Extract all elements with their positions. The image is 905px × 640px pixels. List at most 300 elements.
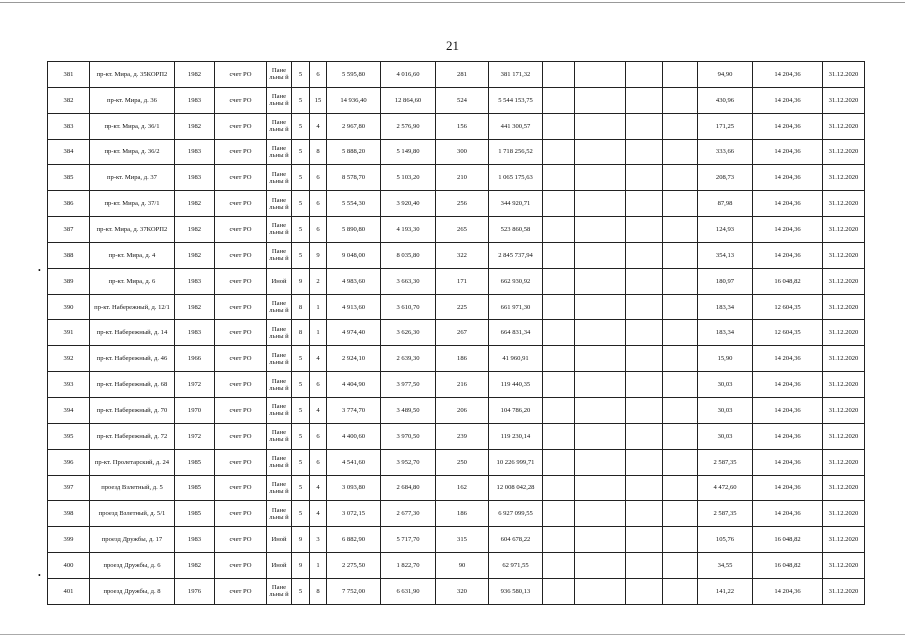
cell-area-total: 2 275,50 bbox=[327, 553, 381, 579]
cell-c15 bbox=[663, 475, 698, 501]
cell-c12 bbox=[543, 320, 575, 346]
cell-date: 31.12.2020 bbox=[823, 553, 865, 579]
cell-area-total: 4 400,60 bbox=[327, 423, 381, 449]
cell-date: 31.12.2020 bbox=[823, 346, 865, 372]
cell-area-living: 5 717,70 bbox=[381, 527, 436, 553]
housing-register-table bbox=[47, 61, 865, 605]
cell-c12 bbox=[543, 268, 575, 294]
cell-date: 31.12.2020 bbox=[823, 294, 865, 320]
cell-c12 bbox=[543, 475, 575, 501]
cell-rate: 14 204,36 bbox=[753, 165, 823, 191]
cell-method: счет РО bbox=[215, 165, 267, 191]
cell-floors: 5 bbox=[292, 475, 310, 501]
cell-residents: 315 bbox=[436, 527, 489, 553]
cell-c16: 430,96 bbox=[698, 87, 753, 113]
cell-c13 bbox=[575, 501, 626, 527]
table-row bbox=[48, 449, 865, 475]
cell-cost: 1 065 175,63 bbox=[489, 165, 543, 191]
cell-year: 1972 bbox=[175, 372, 215, 398]
cell-area-total: 5 888,20 bbox=[327, 139, 381, 165]
cell-cost: 381 171,32 bbox=[489, 62, 543, 88]
cell-c12 bbox=[543, 397, 575, 423]
cell-floors: 5 bbox=[292, 217, 310, 243]
cell-c16: 354,13 bbox=[698, 242, 753, 268]
cell-year: 1982 bbox=[175, 553, 215, 579]
cell-c13 bbox=[575, 87, 626, 113]
cell-rate: 14 204,36 bbox=[753, 578, 823, 604]
cell-floors: 5 bbox=[292, 62, 310, 88]
cell-area-total: 5 554,30 bbox=[327, 191, 381, 217]
cell-area-living: 4 016,60 bbox=[381, 62, 436, 88]
cell-c14 bbox=[626, 62, 663, 88]
cell-c14 bbox=[626, 320, 663, 346]
cell-cost: 604 678,22 bbox=[489, 527, 543, 553]
cell-residents: 281 bbox=[436, 62, 489, 88]
cell-area-living: 3 977,50 bbox=[381, 372, 436, 398]
cell-c15 bbox=[663, 242, 698, 268]
cell-c12 bbox=[543, 578, 575, 604]
cell-floors: 5 bbox=[292, 165, 310, 191]
cell-method: счет РО bbox=[215, 397, 267, 423]
cell-c16: 333,66 bbox=[698, 139, 753, 165]
cell-c14 bbox=[626, 113, 663, 139]
cell-c13 bbox=[575, 191, 626, 217]
table-row bbox=[48, 62, 865, 88]
cell-year: 1985 bbox=[175, 501, 215, 527]
cell-cost: 6 927 099,55 bbox=[489, 501, 543, 527]
cell-residents: 322 bbox=[436, 242, 489, 268]
cell-cost: 41 960,91 bbox=[489, 346, 543, 372]
cell-method: счет РО bbox=[215, 449, 267, 475]
cell-year: 1983 bbox=[175, 268, 215, 294]
cell-area-living: 2 639,30 bbox=[381, 346, 436, 372]
cell-c16: 105,76 bbox=[698, 527, 753, 553]
cell-method: счет РО bbox=[215, 320, 267, 346]
cell-year: 1982 bbox=[175, 242, 215, 268]
cell-c14 bbox=[626, 139, 663, 165]
cell-c15 bbox=[663, 372, 698, 398]
cell-floors: 8 bbox=[292, 320, 310, 346]
cell-c15 bbox=[663, 346, 698, 372]
cell-walls: Пане льны й bbox=[267, 501, 292, 527]
cell-cost: 664 831,34 bbox=[489, 320, 543, 346]
cell-area-total: 4 974,40 bbox=[327, 320, 381, 346]
cell-c16: 124,93 bbox=[698, 217, 753, 243]
cell-c15 bbox=[663, 191, 698, 217]
cell-floors: 5 bbox=[292, 87, 310, 113]
cell-area-living: 3 610,70 bbox=[381, 294, 436, 320]
cell-residents: 250 bbox=[436, 449, 489, 475]
table-row bbox=[48, 423, 865, 449]
cell-floors: 5 bbox=[292, 423, 310, 449]
cell-address: проезд Взлетный, д. 5 bbox=[90, 475, 175, 501]
cell-walls: Пане льны й bbox=[267, 87, 292, 113]
cell-entrances: 4 bbox=[310, 501, 327, 527]
cell-area-living: 6 631,90 bbox=[381, 578, 436, 604]
cell-area-living: 3 952,70 bbox=[381, 449, 436, 475]
cell-area-living: 1 822,70 bbox=[381, 553, 436, 579]
cell-c12 bbox=[543, 191, 575, 217]
cell-c13 bbox=[575, 62, 626, 88]
cell-cost: 62 971,55 bbox=[489, 553, 543, 579]
cell-date: 31.12.2020 bbox=[823, 191, 865, 217]
cell-residents: 216 bbox=[436, 372, 489, 398]
cell-rate: 14 204,36 bbox=[753, 501, 823, 527]
cell-address: пр-кт. Мира, д. 6 bbox=[90, 268, 175, 294]
cell-c16: 183,34 bbox=[698, 320, 753, 346]
cell-method: счет РО bbox=[215, 294, 267, 320]
cell-address: проезд Дружбы, д. 8 bbox=[90, 578, 175, 604]
cell-entrances: 15 bbox=[310, 87, 327, 113]
page-number: 21 bbox=[446, 38, 459, 53]
cell-area-living: 8 035,80 bbox=[381, 242, 436, 268]
cell-floors: 5 bbox=[292, 346, 310, 372]
cell-residents: 171 bbox=[436, 268, 489, 294]
cell-c14 bbox=[626, 475, 663, 501]
cell-floors: 5 bbox=[292, 449, 310, 475]
table-row bbox=[48, 139, 865, 165]
cell-num: 396 bbox=[48, 449, 90, 475]
cell-year: 1983 bbox=[175, 139, 215, 165]
cell-address: проезд Дружбы, д. 6 bbox=[90, 553, 175, 579]
cell-year: 1982 bbox=[175, 191, 215, 217]
cell-c12 bbox=[543, 372, 575, 398]
cell-walls: Пане льны й bbox=[267, 578, 292, 604]
cell-num: 382 bbox=[48, 87, 90, 113]
cell-c13 bbox=[575, 165, 626, 191]
cell-floors: 9 bbox=[292, 527, 310, 553]
cell-method: счет РО bbox=[215, 501, 267, 527]
cell-area-total: 2 967,80 bbox=[327, 113, 381, 139]
cell-c16: 141,22 bbox=[698, 578, 753, 604]
cell-address: пр-кт. Мира, д. 4 bbox=[90, 242, 175, 268]
cell-floors: 5 bbox=[292, 139, 310, 165]
cell-method: счет РО bbox=[215, 372, 267, 398]
cell-cost: 1 718 256,52 bbox=[489, 139, 543, 165]
cell-year: 1983 bbox=[175, 320, 215, 346]
scan-bottom-edge bbox=[0, 634, 905, 635]
cell-rate: 14 204,36 bbox=[753, 449, 823, 475]
cell-c14 bbox=[626, 449, 663, 475]
cell-residents: 267 bbox=[436, 320, 489, 346]
cell-c12 bbox=[543, 501, 575, 527]
cell-c12 bbox=[543, 113, 575, 139]
cell-rate: 14 204,36 bbox=[753, 423, 823, 449]
cell-num: 393 bbox=[48, 372, 90, 398]
cell-num: 394 bbox=[48, 397, 90, 423]
cell-method: счет РО bbox=[215, 62, 267, 88]
cell-area-living: 2 677,30 bbox=[381, 501, 436, 527]
cell-c13 bbox=[575, 475, 626, 501]
cell-c15 bbox=[663, 449, 698, 475]
cell-year: 1983 bbox=[175, 527, 215, 553]
cell-date: 31.12.2020 bbox=[823, 423, 865, 449]
cell-num: 390 bbox=[48, 294, 90, 320]
cell-c14 bbox=[626, 527, 663, 553]
cell-year: 1982 bbox=[175, 62, 215, 88]
cell-cost: 119 230,14 bbox=[489, 423, 543, 449]
cell-c16: 94,90 bbox=[698, 62, 753, 88]
cell-c14 bbox=[626, 346, 663, 372]
cell-area-living: 3 970,50 bbox=[381, 423, 436, 449]
cell-c15 bbox=[663, 527, 698, 553]
cell-cost: 10 226 999,71 bbox=[489, 449, 543, 475]
cell-cost: 119 440,35 bbox=[489, 372, 543, 398]
cell-c13 bbox=[575, 139, 626, 165]
cell-c12 bbox=[543, 242, 575, 268]
cell-address: пр-кт. Мира, д. 36/2 bbox=[90, 139, 175, 165]
cell-c14 bbox=[626, 423, 663, 449]
cell-walls: Пане льны й bbox=[267, 242, 292, 268]
cell-residents: 156 bbox=[436, 113, 489, 139]
cell-area-living: 12 864,60 bbox=[381, 87, 436, 113]
cell-walls: Пане льны й bbox=[267, 475, 292, 501]
cell-area-living: 3 663,30 bbox=[381, 268, 436, 294]
cell-entrances: 3 bbox=[310, 527, 327, 553]
cell-num: 397 bbox=[48, 475, 90, 501]
cell-c16: 15,90 bbox=[698, 346, 753, 372]
cell-num: 383 bbox=[48, 113, 90, 139]
cell-entrances: 4 bbox=[310, 475, 327, 501]
cell-num: 399 bbox=[48, 527, 90, 553]
cell-date: 31.12.2020 bbox=[823, 449, 865, 475]
cell-walls: Пане льны й bbox=[267, 372, 292, 398]
cell-c13 bbox=[575, 423, 626, 449]
cell-cost: 936 580,13 bbox=[489, 578, 543, 604]
cell-c13 bbox=[575, 242, 626, 268]
cell-c12 bbox=[543, 165, 575, 191]
cell-rate: 16 048,82 bbox=[753, 268, 823, 294]
cell-floors: 9 bbox=[292, 268, 310, 294]
cell-c16: 30,03 bbox=[698, 423, 753, 449]
cell-walls: Пане льны й bbox=[267, 191, 292, 217]
cell-year: 1982 bbox=[175, 217, 215, 243]
cell-entrances: 6 bbox=[310, 62, 327, 88]
cell-address: пр-кт. Набережный, д. 46 bbox=[90, 346, 175, 372]
cell-rate: 14 204,36 bbox=[753, 397, 823, 423]
cell-c16: 183,34 bbox=[698, 294, 753, 320]
cell-area-total: 4 983,60 bbox=[327, 268, 381, 294]
cell-rate: 14 204,36 bbox=[753, 372, 823, 398]
cell-c13 bbox=[575, 113, 626, 139]
table-row bbox=[48, 242, 865, 268]
cell-entrances: 6 bbox=[310, 165, 327, 191]
table-row bbox=[48, 346, 865, 372]
cell-c14 bbox=[626, 372, 663, 398]
cell-rate: 14 204,36 bbox=[753, 346, 823, 372]
cell-c14 bbox=[626, 268, 663, 294]
cell-residents: 524 bbox=[436, 87, 489, 113]
table-row bbox=[48, 475, 865, 501]
cell-c14 bbox=[626, 397, 663, 423]
cell-c14 bbox=[626, 165, 663, 191]
cell-area-living: 3 626,30 bbox=[381, 320, 436, 346]
cell-year: 1972 bbox=[175, 423, 215, 449]
cell-area-total: 4 404,90 bbox=[327, 372, 381, 398]
cell-c14 bbox=[626, 191, 663, 217]
cell-area-total: 3 072,15 bbox=[327, 501, 381, 527]
cell-c15 bbox=[663, 294, 698, 320]
table-row bbox=[48, 527, 865, 553]
cell-method: счет РО bbox=[215, 527, 267, 553]
cell-area-total: 2 924,10 bbox=[327, 346, 381, 372]
cell-num: 389 bbox=[48, 268, 90, 294]
cell-residents: 256 bbox=[436, 191, 489, 217]
cell-c15 bbox=[663, 578, 698, 604]
cell-method: счет РО bbox=[215, 346, 267, 372]
cell-residents: 300 bbox=[436, 139, 489, 165]
cell-residents: 210 bbox=[436, 165, 489, 191]
cell-address: проезд Взлетный, д. 5/1 bbox=[90, 501, 175, 527]
cell-c14 bbox=[626, 578, 663, 604]
cell-floors: 8 bbox=[292, 294, 310, 320]
cell-c12 bbox=[543, 62, 575, 88]
cell-c14 bbox=[626, 217, 663, 243]
cell-year: 1982 bbox=[175, 294, 215, 320]
cell-walls: Пане льны й bbox=[267, 346, 292, 372]
cell-date: 31.12.2020 bbox=[823, 242, 865, 268]
cell-rate: 16 048,82 bbox=[753, 553, 823, 579]
cell-year: 1976 bbox=[175, 578, 215, 604]
cell-date: 31.12.2020 bbox=[823, 268, 865, 294]
table-row bbox=[48, 553, 865, 579]
cell-c14 bbox=[626, 87, 663, 113]
cell-rate: 12 604,35 bbox=[753, 320, 823, 346]
cell-c12 bbox=[543, 87, 575, 113]
cell-cost: 104 786,20 bbox=[489, 397, 543, 423]
cell-entrances: 6 bbox=[310, 191, 327, 217]
cell-method: счет РО bbox=[215, 475, 267, 501]
cell-method: счет РО bbox=[215, 113, 267, 139]
cell-date: 31.12.2020 bbox=[823, 320, 865, 346]
cell-walls: Пане льны й bbox=[267, 294, 292, 320]
cell-date: 31.12.2020 bbox=[823, 62, 865, 88]
cell-method: счет РО bbox=[215, 87, 267, 113]
cell-num: 387 bbox=[48, 217, 90, 243]
cell-date: 31.12.2020 bbox=[823, 372, 865, 398]
cell-entrances: 1 bbox=[310, 553, 327, 579]
cell-entrances: 9 bbox=[310, 242, 327, 268]
cell-floors: 5 bbox=[292, 372, 310, 398]
cell-num: 381 bbox=[48, 62, 90, 88]
cell-walls: Пане льны й bbox=[267, 113, 292, 139]
cell-c13 bbox=[575, 372, 626, 398]
cell-entrances: 6 bbox=[310, 449, 327, 475]
cell-c15 bbox=[663, 268, 698, 294]
cell-num: 391 bbox=[48, 320, 90, 346]
cell-num: 388 bbox=[48, 242, 90, 268]
cell-rate: 14 204,36 bbox=[753, 62, 823, 88]
table-row bbox=[48, 294, 865, 320]
cell-c13 bbox=[575, 578, 626, 604]
cell-c14 bbox=[626, 242, 663, 268]
cell-c12 bbox=[543, 527, 575, 553]
cell-floors: 5 bbox=[292, 397, 310, 423]
cell-area-total: 7 752,00 bbox=[327, 578, 381, 604]
cell-c14 bbox=[626, 501, 663, 527]
cell-date: 31.12.2020 bbox=[823, 578, 865, 604]
cell-c13 bbox=[575, 294, 626, 320]
cell-residents: 90 bbox=[436, 553, 489, 579]
cell-area-living: 5 149,80 bbox=[381, 139, 436, 165]
cell-c16: 87,98 bbox=[698, 191, 753, 217]
cell-walls: Пане льны й bbox=[267, 217, 292, 243]
cell-address: пр-кт. Набережный, д. 14 bbox=[90, 320, 175, 346]
cell-floors: 5 bbox=[292, 501, 310, 527]
cell-num: 398 bbox=[48, 501, 90, 527]
cell-year: 1985 bbox=[175, 449, 215, 475]
cell-method: счет РО bbox=[215, 578, 267, 604]
cell-date: 31.12.2020 bbox=[823, 501, 865, 527]
table-row bbox=[48, 87, 865, 113]
cell-c15 bbox=[663, 113, 698, 139]
cell-area-total: 8 578,70 bbox=[327, 165, 381, 191]
cell-area-total: 4 913,60 bbox=[327, 294, 381, 320]
cell-walls: Пане льны й bbox=[267, 62, 292, 88]
cell-floors: 9 bbox=[292, 553, 310, 579]
cell-year: 1983 bbox=[175, 87, 215, 113]
cell-cost: 5 544 153,75 bbox=[489, 87, 543, 113]
cell-residents: 162 bbox=[436, 475, 489, 501]
cell-c13 bbox=[575, 527, 626, 553]
cell-c16: 2 587,35 bbox=[698, 501, 753, 527]
cell-c12 bbox=[543, 423, 575, 449]
cell-rate: 14 204,36 bbox=[753, 217, 823, 243]
cell-walls: Пане льны й bbox=[267, 139, 292, 165]
cell-date: 31.12.2020 bbox=[823, 397, 865, 423]
cell-area-living: 3 920,40 bbox=[381, 191, 436, 217]
cell-c16: 171,25 bbox=[698, 113, 753, 139]
cell-walls: Пане льны й bbox=[267, 320, 292, 346]
cell-address: пр-кт. Пролетарский, д. 24 bbox=[90, 449, 175, 475]
cell-c13 bbox=[575, 268, 626, 294]
cell-walls: Пане льны й bbox=[267, 397, 292, 423]
cell-address: пр-кт. Набережный, д. 70 bbox=[90, 397, 175, 423]
cell-entrances: 4 bbox=[310, 346, 327, 372]
cell-address: пр-кт. Мира, д. 37/1 bbox=[90, 191, 175, 217]
cell-address: пр-кт. Набережный, д. 68 bbox=[90, 372, 175, 398]
cell-entrances: 1 bbox=[310, 294, 327, 320]
cell-c15 bbox=[663, 397, 698, 423]
cell-entrances: 8 bbox=[310, 139, 327, 165]
cell-c13 bbox=[575, 553, 626, 579]
cell-year: 1966 bbox=[175, 346, 215, 372]
cell-area-total: 6 882,90 bbox=[327, 527, 381, 553]
cell-entrances: 4 bbox=[310, 113, 327, 139]
cell-address: пр-кт. Мира, д. 37КОРП2 bbox=[90, 217, 175, 243]
table-row bbox=[48, 501, 865, 527]
cell-entrances: 6 bbox=[310, 372, 327, 398]
cell-method: счет РО bbox=[215, 139, 267, 165]
cell-c12 bbox=[543, 449, 575, 475]
cell-c13 bbox=[575, 397, 626, 423]
scan-mark: • bbox=[38, 571, 41, 580]
cell-floors: 5 bbox=[292, 113, 310, 139]
cell-residents: 225 bbox=[436, 294, 489, 320]
cell-area-total: 4 541,60 bbox=[327, 449, 381, 475]
cell-date: 31.12.2020 bbox=[823, 527, 865, 553]
cell-c12 bbox=[543, 139, 575, 165]
cell-c13 bbox=[575, 346, 626, 372]
cell-entrances: 6 bbox=[310, 423, 327, 449]
cell-area-total: 5 890,80 bbox=[327, 217, 381, 243]
cell-rate: 14 204,36 bbox=[753, 475, 823, 501]
cell-rate: 14 204,36 bbox=[753, 139, 823, 165]
cell-date: 31.12.2020 bbox=[823, 475, 865, 501]
cell-walls: Иной bbox=[267, 527, 292, 553]
scan-mark: • bbox=[38, 266, 41, 275]
cell-c15 bbox=[663, 501, 698, 527]
